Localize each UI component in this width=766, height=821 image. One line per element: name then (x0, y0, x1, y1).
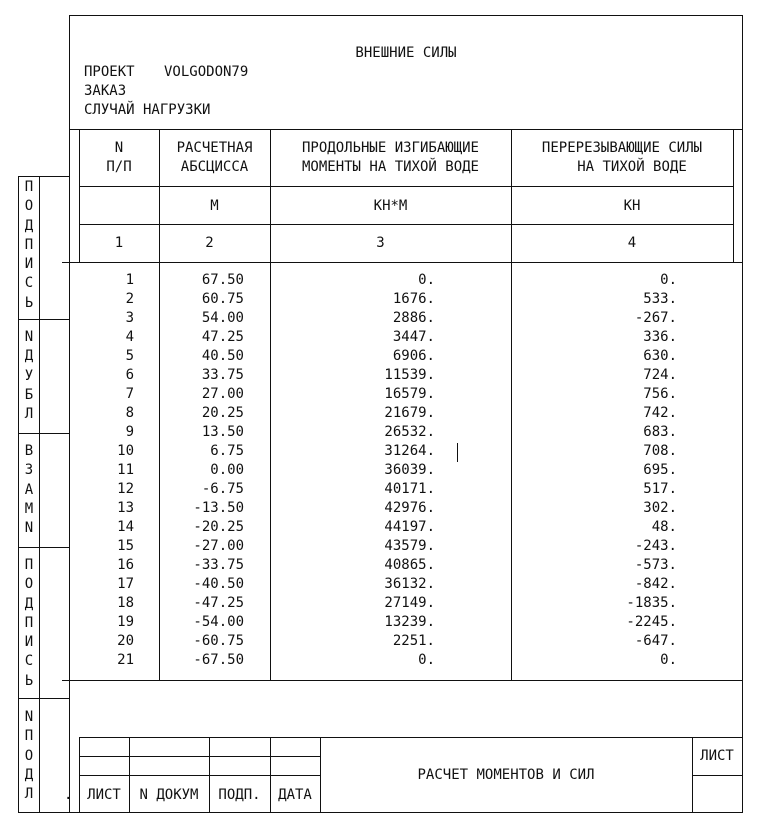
table-line-num (62, 262, 743, 263)
data-vline-2 (270, 262, 271, 680)
row-bending-moment: 6906. (392, 348, 435, 364)
row-abscissa: 20.25 (201, 405, 244, 421)
title-block-dot: . (64, 787, 73, 803)
row-shear-force: 630. (643, 348, 677, 364)
row-bending-moment: 31264. (384, 443, 435, 459)
row-shear-force: 48. (651, 519, 677, 535)
side-stamp-original-no (19, 708, 39, 804)
stamp-letter: З (24, 462, 34, 479)
col3-head-line2: МОМЕНТЫ НА ТИХОЙ ВОДЕ (301, 159, 479, 175)
row-index: 10 (117, 443, 134, 459)
row-shear-force: -842. (634, 576, 677, 592)
row-shear-force: 336. (643, 329, 677, 345)
row-abscissa: -60.75 (193, 633, 244, 649)
col4-unit: КН (623, 198, 641, 214)
row-index: 5 (125, 348, 134, 364)
stamp-letter: П (24, 557, 34, 573)
row-abscissa: 47.25 (201, 329, 244, 345)
stamp-letter: И (24, 634, 34, 651)
table-line-unit (79, 224, 733, 225)
row-bending-moment: 40171. (384, 481, 435, 497)
row-index: 17 (117, 576, 134, 592)
stamp-letter: Л (24, 786, 34, 803)
row-bending-moment: 16579. (384, 386, 435, 402)
stamp-letter: П (24, 614, 34, 631)
row-shear-force: -243. (634, 538, 677, 554)
row-abscissa: 54.00 (201, 310, 244, 326)
row-abscissa: -6.75 (201, 481, 244, 497)
stamp-letter: Ь (24, 294, 34, 311)
row-shear-force: -573. (634, 557, 677, 573)
stamp-letter: Д (24, 348, 34, 365)
row-bending-moment: 43579. (384, 538, 435, 554)
side-stamp-replacement-no (19, 442, 39, 538)
col4-number: 4 (627, 235, 637, 251)
row-abscissa: -33.75 (193, 557, 244, 573)
row-index: 7 (125, 386, 134, 402)
row-abscissa: 0.00 (210, 462, 244, 478)
row-bending-moment: 36132. (384, 576, 435, 592)
title-block-sheet-sep (692, 775, 743, 776)
stamp-letter: Б (24, 386, 34, 403)
row-bending-moment: 26532. (384, 424, 435, 440)
row-shear-force: 742. (643, 405, 677, 421)
row-index: 13 (117, 500, 134, 516)
row-abscissa: 13.50 (201, 424, 244, 440)
stamp-letter: М (24, 500, 34, 517)
row-bending-moment: 1676. (392, 291, 435, 307)
title-block-row2 (79, 756, 320, 757)
row-shear-force: 756. (643, 386, 677, 402)
row-bending-moment: 2886. (392, 310, 435, 326)
col3-number: 3 (376, 235, 385, 251)
stamp-letter: Ь (24, 672, 34, 689)
stamp-letter: П (24, 179, 34, 195)
title-block-sign-label: ПОДП. (218, 787, 261, 803)
row-bending-moment: 21679. (384, 405, 435, 421)
stamp-letter: У (24, 367, 34, 384)
row-index: 19 (117, 614, 134, 630)
title-block-top (79, 737, 743, 738)
stamp-letter: N (24, 709, 34, 725)
stamp-letter: Л (24, 406, 34, 423)
side-stamp-top (18, 176, 69, 177)
title-block-doc-label: N ДОКУМ (139, 787, 199, 803)
row-bending-moment: 13239. (384, 614, 435, 630)
row-index: 6 (125, 367, 134, 383)
project-label: ПРОЕКТ (84, 64, 135, 80)
text-cursor (457, 443, 458, 462)
row-abscissa: 6.75 (210, 443, 244, 459)
row-bending-moment: 0. (418, 272, 435, 288)
row-bending-moment: 27149. (384, 595, 435, 611)
order-label: ЗАКАЗ (84, 83, 127, 99)
row-shear-force: 708. (643, 443, 677, 459)
col1-head-line1: N (114, 140, 124, 156)
col1-head-line2: П/П (106, 159, 132, 175)
row-shear-force: -2245. (626, 614, 677, 630)
data-vline-3 (511, 262, 512, 680)
row-bending-moment: 44197. (384, 519, 435, 535)
row-bending-moment: 36039. (384, 462, 435, 478)
side-stamp-sep3 (18, 547, 69, 548)
col2-head-line1: РАСЧЕТНАЯ (176, 140, 253, 156)
row-index: 21 (117, 652, 134, 668)
row-abscissa: 27.00 (201, 386, 244, 402)
side-stamp-duplicate-no (19, 328, 39, 424)
row-index: 12 (117, 481, 134, 497)
row-index: 1 (125, 272, 134, 288)
stamp-letter: Д (24, 595, 34, 612)
title-block-row3 (79, 775, 320, 776)
header-separator-line (69, 129, 743, 130)
table-line-bottom (62, 680, 743, 681)
row-abscissa: 67.50 (201, 272, 244, 288)
title-block-sheet-label: ЛИСТ (87, 787, 121, 803)
side-stamp-signature-2 (19, 556, 39, 691)
side-stamp-sep2 (18, 433, 69, 434)
stamp-letter: А (24, 481, 34, 498)
title-block-date-label: ДАТА (278, 787, 312, 803)
frame-top-line (69, 15, 743, 16)
row-index: 4 (125, 329, 134, 345)
side-stamp-sep1 (18, 319, 69, 320)
col4-head-line2: НА ТИХОЙ ВОДЕ (577, 159, 687, 175)
col2-number: 2 (205, 235, 214, 251)
row-index: 2 (125, 291, 134, 307)
row-index: 15 (117, 538, 134, 554)
row-bending-moment: 40865. (384, 557, 435, 573)
row-abscissa: -27.00 (193, 538, 244, 554)
col3-unit: КН*М (373, 198, 408, 214)
side-stamp-sep4 (18, 698, 69, 699)
row-abscissa: -47.25 (193, 595, 244, 611)
row-shear-force: -647. (634, 633, 677, 649)
row-index: 14 (117, 519, 134, 535)
stamp-letter: О (24, 198, 34, 215)
row-abscissa: 60.75 (201, 291, 244, 307)
col2-unit: М (210, 198, 219, 214)
col4-head-line1: ПЕРЕРЕЗЫВАЮЩИЕ СИЛЫ (541, 140, 703, 156)
drawing-title: РАСЧЕТ МОМЕНТОВ И СИЛ (417, 767, 595, 783)
side-stamp-signature-1 (19, 178, 39, 313)
row-bending-moment: 3447. (392, 329, 435, 345)
row-shear-force: 0. (660, 272, 677, 288)
row-shear-force: 724. (643, 367, 677, 383)
row-bending-moment: 42976. (384, 500, 435, 516)
row-index: 16 (117, 557, 134, 573)
row-bending-moment: 2251. (392, 633, 435, 649)
row-index: 11 (117, 462, 134, 478)
sheet-corner-label: ЛИСТ (700, 748, 734, 764)
row-bending-moment: 0. (418, 652, 435, 668)
row-shear-force: 683. (643, 424, 677, 440)
row-bending-moment: 11539. (384, 367, 435, 383)
table-line-head (79, 186, 733, 187)
stamp-letter: П (24, 236, 34, 253)
side-stamp-mid (39, 176, 40, 812)
row-shear-force: 533. (643, 291, 677, 307)
frame-right-line (742, 15, 743, 812)
stamp-letter: О (24, 576, 34, 593)
row-shear-force: 302. (643, 500, 677, 516)
stamp-letter: С (24, 653, 34, 670)
stamp-letter: N (24, 520, 34, 537)
frame-bottom-line (18, 812, 743, 813)
col1-number: 1 (114, 235, 124, 251)
col3-head-line1: ПРОДОЛЬНЫЕ ИЗГИБАЮЩИЕ (301, 140, 479, 156)
row-index: 3 (125, 310, 134, 326)
stamp-letter: П (24, 728, 34, 745)
row-shear-force: 695. (643, 462, 677, 478)
document-title: ВНЕШНИЕ СИЛЫ (355, 45, 457, 61)
stamp-letter: Д (24, 217, 34, 234)
row-abscissa: 40.50 (201, 348, 244, 364)
row-abscissa: -67.50 (193, 652, 244, 668)
project-value: VOLGODON79 (164, 64, 249, 80)
row-shear-force: 517. (643, 481, 677, 497)
row-shear-force: -267. (634, 310, 677, 326)
stamp-letter: О (24, 747, 34, 764)
row-index: 9 (125, 424, 134, 440)
row-abscissa: -54.00 (193, 614, 244, 630)
row-shear-force: -1835. (626, 595, 677, 611)
stamp-letter: N (24, 329, 34, 345)
stamp-letter: В (24, 443, 34, 459)
row-abscissa: -20.25 (193, 519, 244, 535)
col2-head-line2: АБСЦИССА (180, 159, 249, 175)
row-abscissa: -40.50 (193, 576, 244, 592)
row-index: 20 (117, 633, 134, 649)
row-shear-force: 0. (660, 652, 677, 668)
load-case-label: СЛУЧАЙ НАГРУЗКИ (84, 102, 211, 118)
stamp-letter: С (24, 275, 34, 292)
row-index: 18 (117, 595, 134, 611)
row-abscissa: 33.75 (201, 367, 244, 383)
stamp-letter: Д (24, 766, 34, 783)
row-index: 8 (125, 405, 134, 421)
row-abscissa: -13.50 (193, 500, 244, 516)
stamp-letter: И (24, 256, 34, 273)
